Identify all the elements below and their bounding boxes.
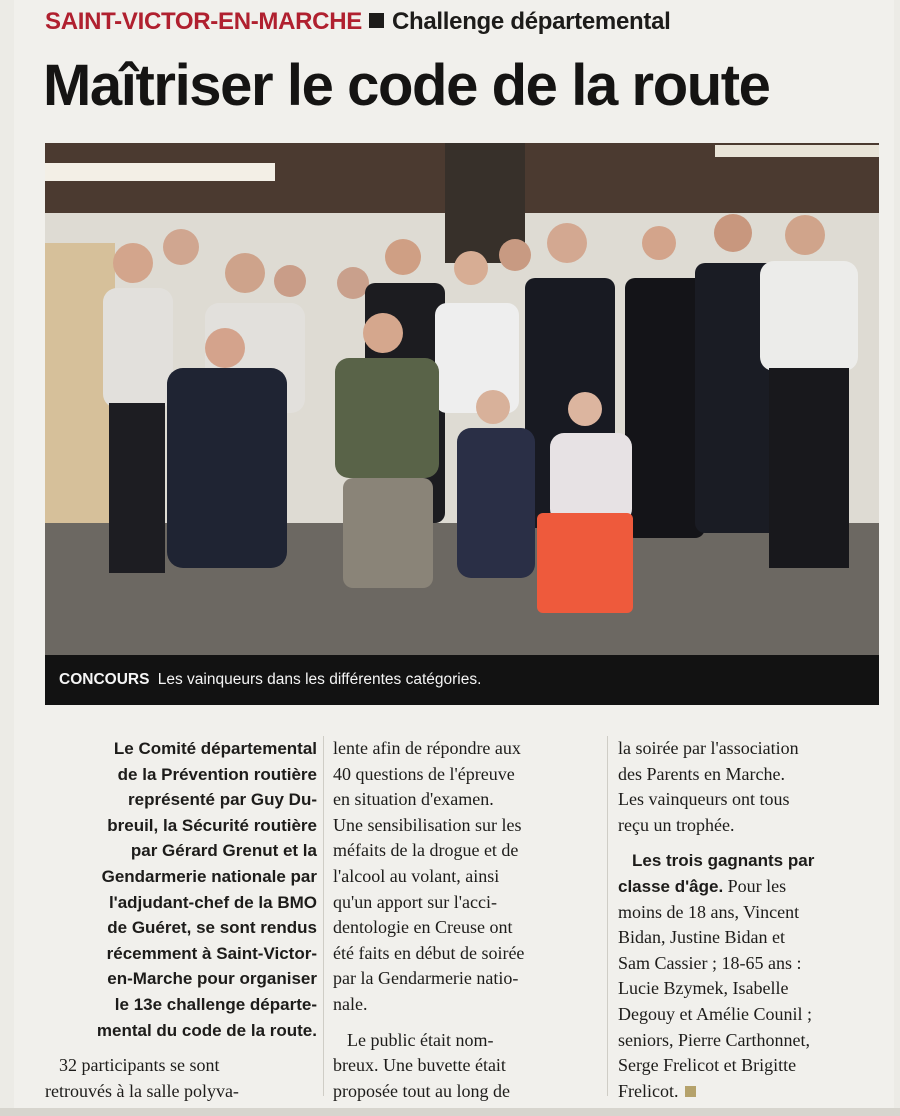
column-divider <box>323 736 324 1096</box>
page-bottom-rule <box>0 1108 900 1116</box>
lead-line: de la Prévention routière <box>117 764 317 784</box>
group-photo <box>45 143 879 655</box>
text-line: seniors, Pierre Carthonnet, <box>618 1029 810 1050</box>
article-column-3 <box>618 736 880 1104</box>
lead-line: Gendarmerie nationale par <box>101 866 317 886</box>
photo-caption <box>45 655 879 705</box>
text-line: 32 participants se sont <box>59 1055 220 1076</box>
text-line: la soirée par l'association <box>618 738 799 758</box>
lead-line: le 13e challenge départe- <box>114 994 317 1014</box>
kicker <box>45 8 670 36</box>
lead-line: mental du code de la route. <box>96 1020 317 1040</box>
text-line: l'alcool au volant, ainsi <box>333 865 500 886</box>
intertitle: Les trois gagnants par <box>632 851 815 871</box>
kicker-place: SAINT-VICTOR-EN-MARCHE <box>45 8 362 35</box>
text-line: Le public était nom- <box>347 1029 494 1050</box>
intertitle: classe d'âge. <box>618 876 724 896</box>
lead-line: l'adjudant-chef de la BMO <box>108 892 317 912</box>
lead-line: récemment à Saint-Victor- <box>106 943 317 963</box>
text-line: des Parents en Marche. <box>618 763 785 784</box>
newspaper-page <box>14 0 894 1116</box>
text-line: par la Gendarmerie natio- <box>333 968 519 989</box>
text-fragment: Frelicot. <box>618 1080 679 1101</box>
lead-line: représenté par Guy Du- <box>128 790 317 810</box>
text-line: dentologie en Creuse ont <box>333 917 513 938</box>
text-line: Degouy et Amélie Counil ; <box>618 1003 812 1024</box>
article-column-2 <box>333 736 595 1104</box>
text-line: proposée tout au long de <box>333 1080 510 1101</box>
text-line: Sam Cassier ; 18-65 ans : <box>618 952 802 973</box>
article-paragraph <box>45 1053 317 1104</box>
article-paragraph <box>618 736 880 838</box>
text-line: Les vainqueurs ont tous <box>618 789 790 810</box>
article-paragraph <box>618 848 880 1104</box>
text-line: 40 questions de l'épreuve <box>333 763 515 784</box>
text-line <box>618 874 880 900</box>
intertitle-line <box>618 848 880 874</box>
text-fragment: Pour les <box>723 875 787 896</box>
headline: Maîtriser le code de la route <box>43 53 770 118</box>
end-of-article-mark <box>685 1086 696 1097</box>
article-column-1 <box>45 736 317 1104</box>
text-line: méfaits de la drogue et de <box>333 840 519 861</box>
text-line: en situation d'examen. <box>333 789 494 810</box>
lead-line: breuil, la Sécurité routière <box>107 815 317 835</box>
lead-line: par Gérard Grenut et la <box>130 841 317 861</box>
text-line: Serge Frelicot et Brigitte <box>618 1055 797 1076</box>
text-line: été faits en début de soirée <box>333 942 525 963</box>
kicker-separator-square <box>369 13 384 28</box>
text-line: moins de 18 ans, Vincent <box>618 901 800 922</box>
text-line: lente afin de répondre aux <box>333 738 521 758</box>
kicker-topic: Challenge départemental <box>391 8 671 35</box>
column-divider <box>607 736 608 1096</box>
text-line: qu'un apport sur l'acci- <box>333 891 497 912</box>
lead-line: en-Marche pour organiser <box>107 969 317 989</box>
caption-text: Les vainqueurs dans les différentes catégories. <box>157 671 482 688</box>
article-lead <box>45 736 317 1043</box>
lead-line: Le Comité départemental <box>113 739 317 758</box>
group-photo-illustration <box>45 143 879 655</box>
caption-label: CONCOURS <box>59 671 150 688</box>
lead-line: de Guéret, se sont rendus <box>107 918 317 938</box>
text-line: Lucie Bzymek, Isabelle <box>618 978 789 999</box>
text-line: retrouvés à la salle polyva- <box>45 1080 239 1101</box>
article-paragraph <box>333 1028 595 1105</box>
text-line <box>618 1079 880 1105</box>
text-line: nale. <box>333 993 368 1014</box>
text-line: breux. Une buvette était <box>333 1055 506 1076</box>
text-line: Une sensibilisation sur les <box>333 814 522 835</box>
text-line: reçu un trophée. <box>618 814 735 835</box>
article-paragraph <box>333 736 595 1018</box>
text-line: Bidan, Justine Bidan et <box>618 927 785 948</box>
